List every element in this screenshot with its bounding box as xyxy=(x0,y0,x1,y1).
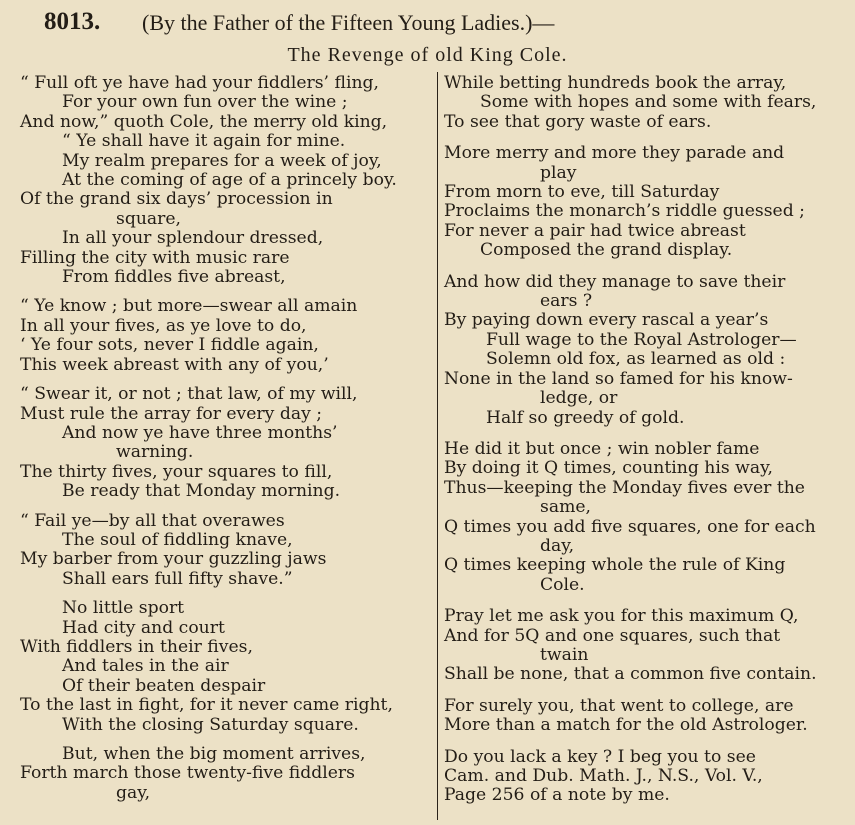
poem-title: The Revenge of old King Cole. xyxy=(287,44,568,66)
poem-line: By paying down every rascal a year’s xyxy=(444,310,769,331)
stanza xyxy=(20,385,430,501)
poem-line: Shall be none, that a common five contain. xyxy=(444,664,817,685)
poem-line: day, xyxy=(540,535,575,556)
poem-line: ears ? xyxy=(540,291,593,312)
poem-line: gay, xyxy=(116,782,151,803)
poem-line: square, xyxy=(116,208,181,229)
poem-line: Do you lack a key ? I beg you to see xyxy=(444,746,756,767)
poem-line: Shall ears full fifty shave.” xyxy=(62,568,293,589)
poem-line: More than a match for the old Astrologer. xyxy=(444,715,808,736)
poem-line: Half so greedy of gold. xyxy=(486,407,685,428)
poem-line: Of the grand six days’ procession in xyxy=(20,189,333,210)
stanza xyxy=(20,297,430,375)
poem-line: No little sport xyxy=(62,598,185,619)
poem-line: Must rule the array for every day ; xyxy=(20,403,323,424)
poem-line: Filling the city with music rare xyxy=(20,247,290,268)
poem-line: To see that gory waste of ears. xyxy=(444,111,712,132)
poem-line: In all your fives, as ye love to do, xyxy=(20,315,307,336)
poem-line: “ Full oft ye have had your fiddlers’ fling, xyxy=(20,73,379,93)
poem-line: play xyxy=(540,162,577,183)
poem-line: The soul of fiddling knave, xyxy=(62,529,293,550)
column-divider xyxy=(437,72,438,820)
stanza xyxy=(444,144,850,260)
stanza-gap xyxy=(444,685,850,697)
poem-line: In all your splendour dressed, xyxy=(62,228,324,249)
poem-line: With fiddlers in their fives, xyxy=(20,636,253,657)
stanza-gap xyxy=(444,736,850,748)
poem-line: He did it but once ; win nobler fame xyxy=(444,438,760,459)
stanza-gap xyxy=(444,261,850,273)
poem-line: While betting hundreds book the array, xyxy=(444,73,787,93)
poem-line: Page 256 of a note by me. xyxy=(444,785,670,806)
attribution: (By the Father of the Fifteen Young Ladies.)— xyxy=(142,10,555,35)
poem-line: Q times keeping whole the rule of King xyxy=(444,555,786,576)
poem-line: Pray let me ask you for this maximum Q, xyxy=(444,606,799,627)
stanza xyxy=(444,697,850,736)
stanza xyxy=(20,512,430,590)
problem-number: 8013. xyxy=(44,8,101,35)
poem-line: ledge, or xyxy=(540,388,618,409)
poem-line: More merry and more they parade and xyxy=(444,143,785,164)
poem-line: Full wage to the Royal Astrologer— xyxy=(486,329,797,350)
stanza xyxy=(444,74,850,132)
poem-line: To the last in fight, for it never came right, xyxy=(20,695,393,716)
poem-line: Proclaims the monarch’s riddle guessed ; xyxy=(444,201,805,222)
poem-line: same, xyxy=(540,497,592,518)
left-column xyxy=(20,74,430,803)
poem-line: At the coming of age of a princely boy. xyxy=(62,170,397,191)
poem-line: Be ready that Monday morning. xyxy=(62,481,341,502)
right-column xyxy=(444,74,850,806)
poem-line: For never a pair had twice abreast xyxy=(444,220,746,241)
poem-line: None in the land so famed for his know- xyxy=(444,368,793,389)
poem-line: But, when the big moment arrives, xyxy=(62,744,366,764)
poem-line: twain xyxy=(540,644,589,665)
stanza xyxy=(444,607,850,685)
poem-line: “ Ye shall have it again for mine. xyxy=(62,131,346,152)
poem-line: Composed the grand display. xyxy=(480,240,733,261)
poem-line: “ Ye know ; but more—swear all amain xyxy=(20,296,358,317)
poem-line: Some with hopes and some with fears, xyxy=(480,92,817,113)
stanza xyxy=(20,74,430,287)
stanza xyxy=(444,440,850,595)
poem-line: And tales in the air xyxy=(62,656,229,677)
poem-line: warning. xyxy=(116,442,194,463)
poem-line: And how did they manage to save their xyxy=(444,271,786,292)
poem-line: For your own fun over the wine ; xyxy=(62,92,348,113)
poem-line: For surely you, that went to college, are xyxy=(444,695,794,716)
poem-line: And now ye have three months’ xyxy=(62,422,338,443)
poem-line: Had city and court xyxy=(62,617,225,638)
poem-line: “ Swear it, or not ; that law, of my will, xyxy=(20,384,358,405)
poem-line: Cam. and Dub. Math. J., N.S., Vol. V., xyxy=(444,766,763,786)
poem-line: This week abreast with any of you,’ xyxy=(20,354,329,375)
stanza xyxy=(444,273,850,428)
poem-line: Of their beaten despair xyxy=(62,675,266,696)
poem-line: With the closing Saturday square. xyxy=(62,714,359,735)
stanza xyxy=(20,745,430,803)
stanza xyxy=(20,599,430,735)
stanza xyxy=(444,748,850,806)
poem-line: By doing it Q times, counting his way, xyxy=(444,458,773,479)
poem-line: The thirty fives, your squares to fill, xyxy=(20,461,333,482)
poem-line: “ Fail ye—by all that overawes xyxy=(20,510,285,531)
poem-line: And for 5Q and one squares, such that xyxy=(444,625,781,646)
poem-line: ‘ Ye four sots, never I fiddle again, xyxy=(20,335,319,356)
poem-line: Q times you add five squares, one for each xyxy=(444,516,816,537)
poem-line: My realm prepares for a week of joy, xyxy=(62,150,382,171)
poem-line: Thus—keeping the Monday fives ever the xyxy=(444,477,805,498)
poem-line: From morn to eve, till Saturday xyxy=(444,182,720,203)
poem-line: Cole. xyxy=(540,574,585,595)
poem-line: And now,” quoth Cole, the merry old king, xyxy=(20,111,388,132)
poem-line: My barber from your guzzling jaws xyxy=(20,549,327,570)
poem-line: Forth march those twenty-five fiddlers xyxy=(20,763,355,784)
poem-line: From fiddles five abreast, xyxy=(62,267,286,288)
poem-line: Solemn old fox, as learned as old : xyxy=(486,349,786,370)
